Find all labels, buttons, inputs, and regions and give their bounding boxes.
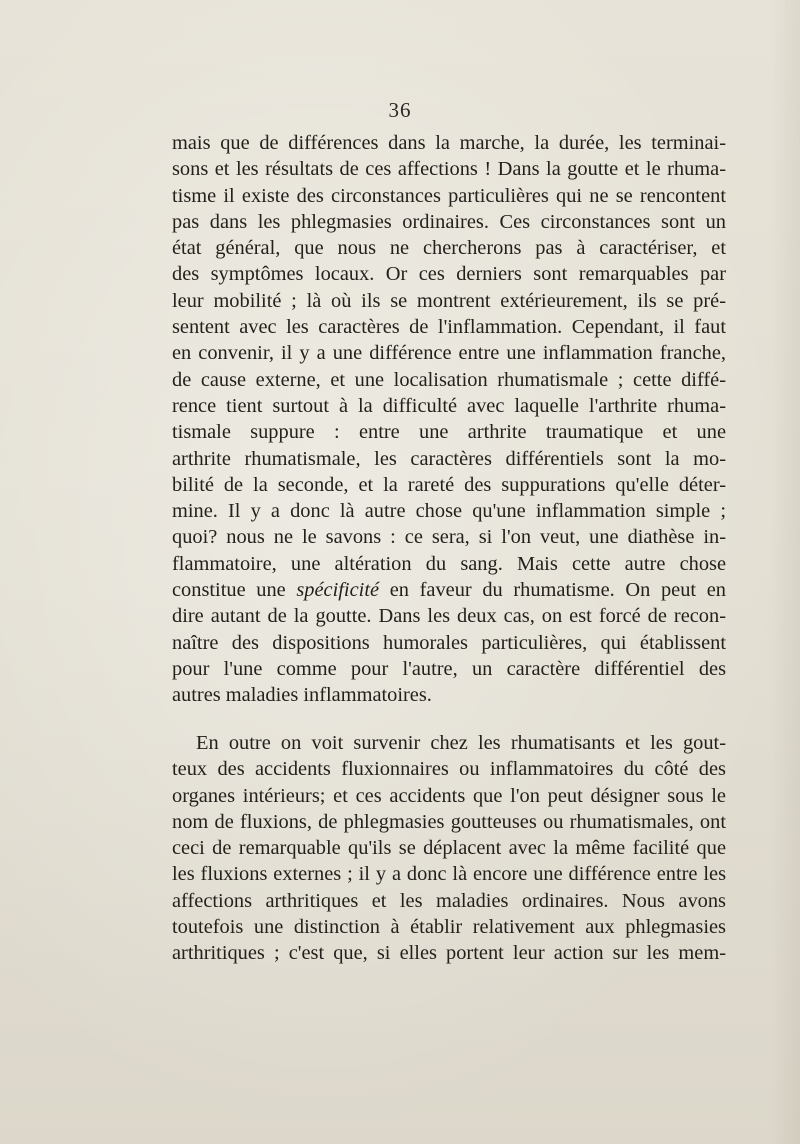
text-segment: constitue une bbox=[172, 579, 286, 602]
text-line: toutefois une distinction à établir relativement aux phlegmasies bbox=[172, 916, 726, 939]
text-line: rence tient surtout à la difficulté avec laquelle l'arthrite rhuma- bbox=[172, 394, 726, 417]
text-line: de cause externe, et une localisation rhumatismale ; cette diffé- bbox=[172, 368, 726, 391]
text-line: sons et les résultats de ces affections ! Dans la goutte et le rhuma- bbox=[172, 158, 726, 181]
text-line: autres maladies inflammatoires. bbox=[172, 684, 432, 707]
text-line: organes intérieurs; et ces accidents que l'on peut désigner sous le bbox=[172, 784, 726, 807]
text-line: pas dans les phlegmasies ordinaires. Ces circonstances sont un bbox=[172, 210, 726, 233]
text-line: tisme il existe des circonstances particulières qui ne se rencontent bbox=[172, 184, 726, 207]
text-line: leur mobilité ; là où ils se montrent extérieurement, ils se pré- bbox=[172, 289, 726, 312]
text-line: bilité de la seconde, et la rareté des suppurations qu'elle déter- bbox=[172, 473, 726, 496]
text-line: arthrite rhumatismale, les caractères différentiels sont la mo- bbox=[172, 447, 726, 470]
text-line: des symptômes locaux. Or ces derniers sont remarquables par bbox=[172, 263, 726, 286]
paragraph-1 bbox=[172, 130, 726, 709]
text-line: mine. Il y a donc là autre chose qu'une inflammation simple ; bbox=[172, 500, 726, 523]
text-segment: en faveur du rhumatisme. On peut en bbox=[389, 579, 726, 602]
text-line: en convenir, il y a une différence entre une inflammation franche, bbox=[172, 342, 726, 365]
text-line: En outre on voit survenir chez les rhumatisants et les gout- bbox=[196, 732, 726, 754]
text-line: teux des accidents fluxionnaires ou inflammatoires du côté des bbox=[172, 758, 726, 781]
text-line: flammatoire, une altération du sang. Mais cette autre chose bbox=[172, 552, 726, 575]
text-line: tismale suppure : entre une arthrite traumatique et une bbox=[172, 421, 726, 444]
text-line: arthritiques ; c'est que, si elles portent leur action sur les mem- bbox=[172, 942, 726, 965]
text-line-with-italic bbox=[172, 577, 726, 603]
text-line: ceci de remarquable qu'ils se déplacent avec la même facilité que bbox=[172, 837, 726, 860]
text-line: les fluxions externes ; il y a donc là encore une différence entre les bbox=[172, 863, 726, 886]
text-line: naître des dispositions humorales particulières, qui établissent bbox=[172, 631, 726, 654]
page-number: 36 bbox=[388, 98, 412, 122]
text-line: nom de fluxions, de phlegmasies goutteuses ou rhumatismales, ont bbox=[172, 810, 726, 833]
italic-term: spécificité bbox=[296, 579, 380, 602]
text-line: état général, que nous ne chercherons pas à caractériser, et bbox=[172, 237, 726, 260]
paragraph-2 bbox=[172, 730, 726, 967]
text-line: affections arthritiques et les maladies ordinaires. Nous avons bbox=[172, 889, 726, 912]
page-edge-shadow bbox=[770, 0, 800, 1144]
text-line: dire autant de la goutte. Dans les deux cas, on est forcé de recon- bbox=[172, 605, 726, 628]
text-line: mais que de différences dans la marche, la durée, les terminai- bbox=[172, 132, 726, 154]
text-line: sentent avec les caractères de l'inflammation. Cependant, il faut bbox=[172, 316, 726, 339]
text-line: pour l'une comme pour l'autre, un caractère différentiel des bbox=[172, 657, 726, 680]
text-line: quoi? nous ne le savons : ce sera, si l'on veut, une diathèse in- bbox=[172, 526, 726, 549]
